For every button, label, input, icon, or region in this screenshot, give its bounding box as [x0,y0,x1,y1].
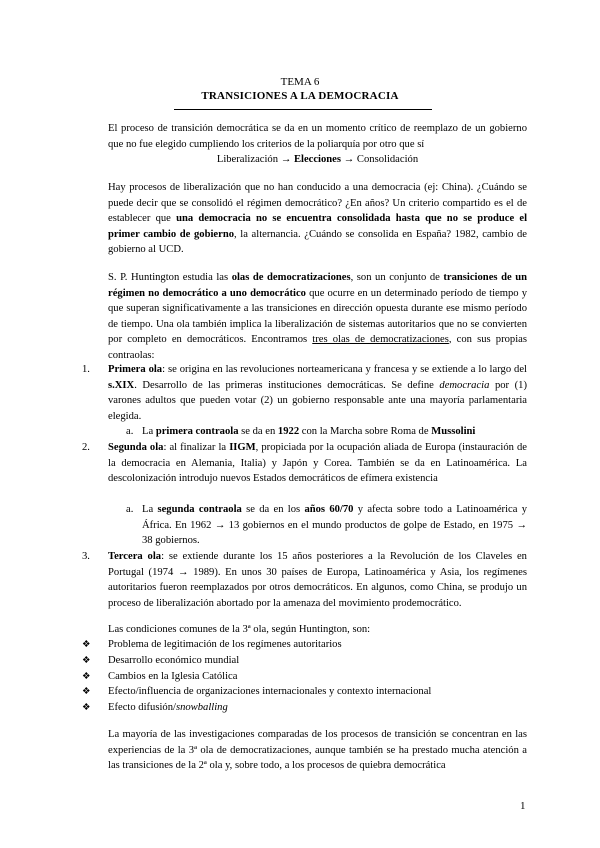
sub-marker: a. [126,426,134,437]
closing-paragraph: La mayoría de las investigaciones comparadas de los procesos de transición se concentran en las experiencias de la 3ª ola de democratizaciones, aunque también se ha prestado mucha atención a las transiciones de la 2ª ola y, sobre todo, a los procesos de quiebra democrática [108,729,527,772]
sub-bold: primera contraola [155,426,239,437]
process-sequence [108,152,527,168]
wave-item [108,440,527,487]
sub-text: se da en los [241,504,305,515]
consolidation-paragraph [108,180,527,258]
para3-text-3: que ocurre en un determinado período de tiempo y que superan significativamente a las transiciones en dirección opuesta durante ese mismo período de tiempo. Una ola también implica la liberalización de sistemas autoritarios que no se convierten por completo en democráticos. Encontramos [108,287,527,346]
wave-bold: s.XIX [108,379,135,391]
arrow-icon: → [280,154,292,165]
wave-heading: Tercera ola [108,551,162,562]
wave-text: por (1) varones adultos que pueden votar (2) un gobierno responsable ante una mayoría parlamentaria elegida. [108,379,527,422]
condition-item: Efecto/influencia de organizaciones internacionales y contexto internacional [108,686,432,697]
para2-bold: una democracia no se encuentra consolidada hasta que no se produce el primer cambio de gobierno [108,213,528,240]
wave-bold: IIGM [229,442,256,453]
diamond-bullet-icon: ❖ [82,686,91,697]
wave-item [108,362,527,424]
intro-paragraph [108,121,527,152]
list-number: 2. [82,442,90,453]
sub-bold: Mussolini [431,426,476,437]
wave-text: 1989). En unos 30 países de Europa, Latinoamérica y Asia, los regímenes autoritarios fueron reemplazados por otros democráticos. En algunos, como China, se produjo un proceso de liberalización abortado por la amenaza del movimiento prodemocrático. [108,566,527,609]
list-number: 3. [82,551,90,562]
intro-text: El proceso de transición democrática se da en un momento crítico de reemplazo de un gobierno que no fue elegido cumpliendo los criterios de la poliarquía por otro que sí [108,123,527,150]
condition-italic: snowballing [175,702,228,713]
wave-heading: Segunda ola [108,442,164,453]
wave-heading: Primera ola [108,364,163,375]
counterwave-item [142,424,527,440]
wave-italic: democracia [439,379,490,391]
wave-text: , propiciada por la ocupación aliada de Europa (instauración de la democracia en Alemania, Italia) y Japón y Corea. También se da en Latinoamérica. La descolonización introdujo nuevos Estados democráticos de efímera existencia [108,442,527,485]
para2-text-1: Hay procesos de liberalización que no han conducido a una democracia (ej: China). ¿Cuándo se puede decir que se consolidó el régimen democrático? ¿En años? Un criterio compartido es el de establecer que [108,182,527,225]
condition-text: Efecto difusión/ [108,702,176,713]
arrow-icon: → [343,154,355,165]
sub-bold: años 60/70 [304,504,354,515]
condition-item [108,700,228,716]
seq-elecciones: Elecciones [293,154,342,165]
sub-bold: 1922 [277,426,300,437]
diamond-bullet-icon: ❖ [82,639,91,650]
arrow-icon: → [214,519,226,531]
condition-item: Cambios en la Iglesia Católica [108,671,238,682]
para2-text-2: , la alternancia. ¿Cuándo se consolida en España? 1982, cambio de gobierno al UCD. [108,228,528,256]
para3-bold-2: transiciones de un régimen no democrático a uno democrático [108,272,527,299]
arrow-icon: → [177,566,189,578]
sub-text: se da en [238,426,278,437]
huntington-paragraph [108,270,527,364]
para3-text-4: , con sus propias contraolas: [108,334,527,361]
sub-text: La [142,504,158,515]
wave-item [108,549,527,611]
wave-text: : se origina en las revoluciones norteamericana y francesa y se extiende a lo largo del [162,364,527,375]
seq-consolidacion: Consolidación [356,154,419,165]
wave-text: : se extiende durante los 15 años posteriores a la Revolución de los Claveles en Portugal (1974 [108,551,527,578]
sub-text: La [142,426,156,437]
para3-text-2: , son un conjunto de [350,272,444,283]
document-title: TRANSICIONES A LA DEMOCRACIA [201,90,399,102]
page-number: 1 [520,800,526,812]
conditions-intro: Las condiciones comunes de la 3ª ola, según Huntington, son: [108,624,371,635]
counterwave-item [142,502,527,549]
sub-text: y afecta sobre todo a Latinoamérica y África. En 1962 [142,504,527,531]
para3-underlined: tres olas de democratizaciones [312,334,449,346]
condition-item: Problema de legitimación de los regímenes autoritarios [108,639,342,650]
sub-text: 38 gobiernos. [142,535,200,547]
title-underline [174,109,432,110]
para3-bold-1: olas de democratizaciones [231,272,351,283]
wave-text: . Desarrollo de las primeras instituciones democráticas. Se define [134,379,440,391]
diamond-bullet-icon: ❖ [82,702,91,713]
sub-bold: segunda contraola [157,504,242,515]
condition-item: Desarrollo económico mundial [108,655,240,666]
diamond-bullet-icon: ❖ [82,655,91,666]
seq-liberalizacion: Liberalización [216,154,279,165]
wave-text: : al finalizar la [163,442,230,453]
arrow-icon: → [516,519,527,531]
diamond-bullet-icon: ❖ [82,671,91,682]
topic-label: TEMA 6 [280,76,320,88]
sub-marker: a. [126,504,134,515]
list-number: 1. [82,364,90,375]
para3-text-1: S. P. Huntington estudia las [108,272,232,283]
sub-text: con la Marcha sobre Roma de [299,426,432,437]
sub-text: 13 gobiernos en el mundo productos de golpe de Estado, en 1975 [225,519,517,531]
